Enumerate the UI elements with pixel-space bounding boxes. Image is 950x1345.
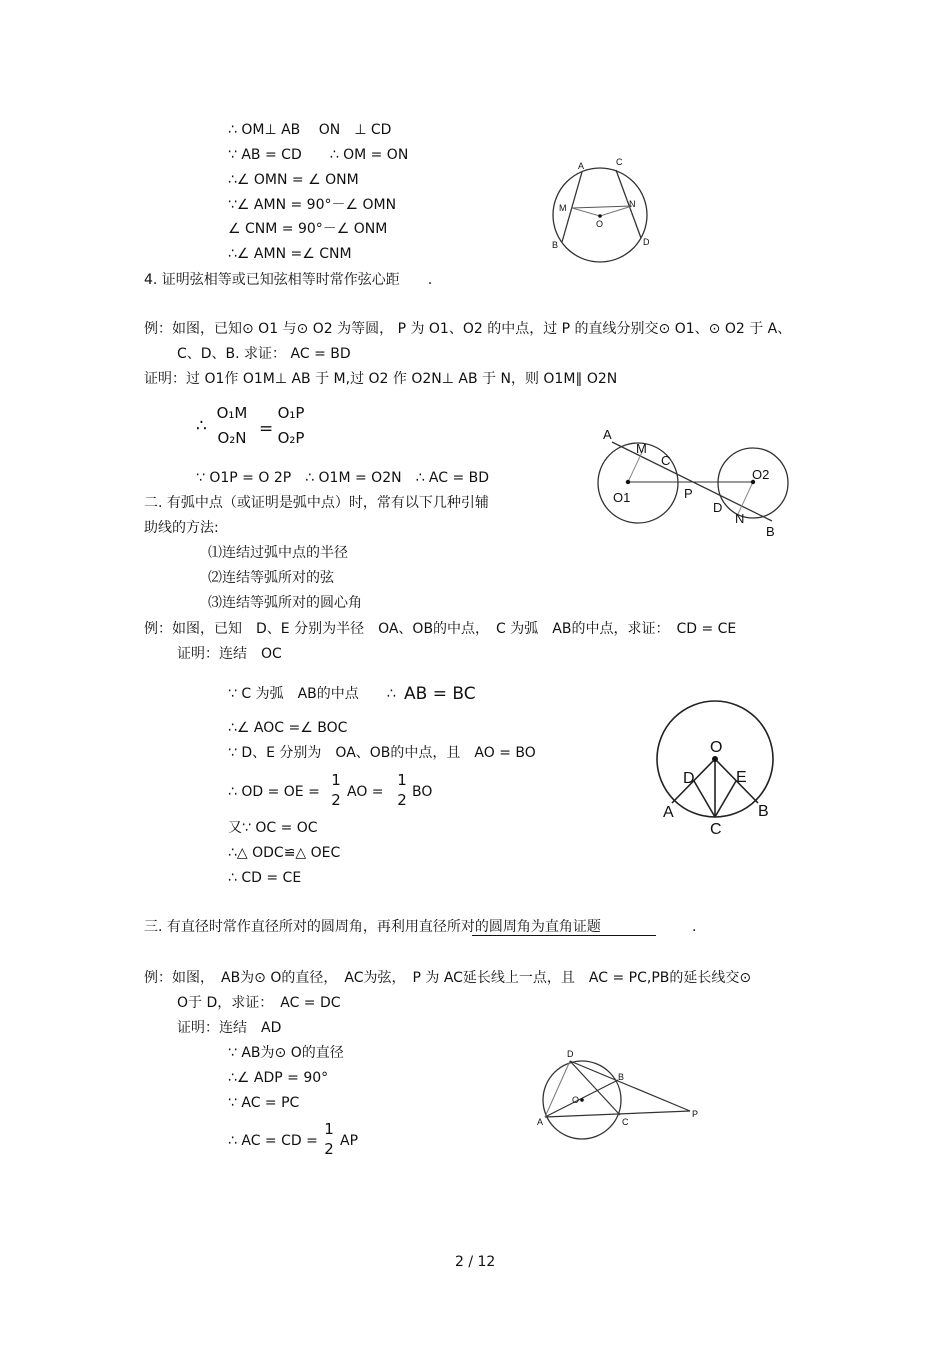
label-e: E [736, 769, 747, 786]
proof-text: 证明：连结 OC [177, 646, 282, 662]
proof-line: ∵ AB = CD ∴ OM = ON [228, 147, 409, 163]
label-b: B [758, 803, 769, 820]
method-item: ⑴连结过弧中点的半径 [208, 545, 348, 561]
label-o: O [596, 219, 604, 229]
label-p: P [684, 486, 693, 501]
ratio-right-num: O₁P [277, 404, 305, 422]
proof-line: ∴ OM⊥ AB ON ⊥ CD [228, 122, 392, 138]
proof-text: 证明：连结 AD [177, 1020, 282, 1036]
section-heading: 二. 有弧中点（或证明是弧中点）时，常有以下几种引辅 [144, 495, 489, 511]
label-o2: O2 [752, 467, 770, 482]
label-a: A [663, 804, 674, 821]
ratio-left-den: O₂N [217, 429, 247, 447]
sector-figure [650, 695, 785, 840]
label-m: M [559, 203, 567, 213]
proof-line: ∴∠ AMN =∠ CNM [228, 246, 352, 262]
proof-line: ∴∠ OMN = ∠ ONM [228, 172, 359, 188]
label-b: B [766, 524, 775, 539]
diameter-figure [530, 1045, 710, 1145]
proof-line: AO = [347, 784, 384, 800]
proof-conclusion: ∵ O1P = O 2P ∴ O1M = O2N ∴ AC = BD [196, 470, 490, 486]
label-d: D [713, 500, 723, 515]
ratio-left [212, 404, 252, 447]
arc-equation: AB = BC [404, 684, 476, 704]
example-text: 例：如图， AB为⊙ O的直径， AC为弦， P 为 AC延长线上一点，且 AC = PC,PB的延长线交⊙ [144, 970, 752, 986]
label-c: C [616, 157, 623, 167]
section-heading: 助线的方法: [144, 520, 219, 536]
proof-line: ∵∠ AMN = 90°－∠ OMN [228, 197, 397, 213]
ratio-left-num: O₁M [216, 404, 248, 422]
equals-sign: = [259, 419, 274, 439]
label-c: C [622, 1117, 629, 1127]
label-o1: O1 [613, 490, 631, 505]
circle-chords-figure [540, 150, 670, 270]
proof-line: ∴△ ODC≌△ OEC [228, 845, 341, 861]
ratio-right [272, 404, 310, 447]
proof-line: BO [412, 784, 433, 800]
label-d: D [643, 237, 650, 247]
proof-line: ∴ OD = OE = [228, 784, 320, 800]
label-c: C [710, 821, 722, 838]
proof-text: 证明：过 O1作 O1M⊥ AB 于 M,过 O2 作 O2N⊥ AB 于 N，则 O1M∥ O2N [144, 371, 618, 387]
proof-line: ∴ CD = CE [228, 870, 302, 886]
method-item: ⑵连结等弧所对的弦 [208, 570, 334, 586]
half-fraction: 1 2 [397, 771, 407, 809]
heading-period: . [692, 919, 697, 935]
proof-line: ∵ D、E 分别为 OA、OB的中点，且 AO = BO [228, 745, 536, 761]
label-b: B [552, 240, 559, 250]
proof-line: ∵ C 为弧 AB的中点 ∴ [228, 686, 396, 702]
label-a: A [537, 1117, 544, 1127]
label-d: D [683, 770, 695, 787]
example-text: O于 D，求证： AC = DC [177, 995, 341, 1011]
therefore-symbol: ∴ [196, 416, 207, 436]
label-n: N [629, 199, 636, 209]
proof-line: 又∵ OC = OC [228, 820, 318, 836]
label-n: N [735, 511, 745, 526]
proof-line: AP [340, 1133, 359, 1149]
half-fraction: 1 2 [331, 771, 341, 809]
label-p: P [692, 1109, 699, 1119]
proof-line: ∵ AB为⊙ O的直径 [228, 1045, 344, 1061]
proof-line: ∠ CNM = 90°－∠ ONM [228, 221, 388, 237]
label-a: A [578, 161, 585, 171]
label-a: A [603, 427, 612, 442]
two-circles-figure [590, 425, 800, 545]
proof-line: ∴ AC = CD = [228, 1133, 318, 1149]
label-o: O [572, 1095, 580, 1105]
label-d: D [567, 1049, 574, 1059]
example-text: C、D、B. 求证： AC = BD [177, 346, 351, 362]
label-m: M [636, 441, 647, 456]
section-heading: 4. 证明弦相等或已知弦相等时常作弦心距 . [144, 272, 433, 288]
proof-line: ∴∠ AOC =∠ BOC [228, 720, 348, 736]
proof-line: ∴∠ ADP = 90° [228, 1070, 329, 1086]
proof-line: ∵ AC = PC [228, 1095, 300, 1111]
label-b: B [618, 1072, 625, 1082]
label-c: C [661, 453, 671, 468]
half-fraction: 1 2 [324, 1120, 334, 1158]
ratio-right-den: O₂P [277, 429, 305, 447]
page-number: 2 / 12 [455, 1254, 496, 1270]
example-text: 例：如图，已知 D、E 分别为半径 OA、OB的中点， C 为弧 AB的中点，求证： CD = CE [144, 621, 737, 637]
heading-underline [472, 935, 656, 936]
example-text: 例：如图，已知⊙ O1 与⊙ O2 为等圆， P 为 O1、O2 的中点，过 P 的直线分别交⊙ O1、⊙ O2 于 A、 [144, 321, 792, 337]
method-item: ⑶连结等弧所对的圆心角 [208, 595, 362, 611]
label-o: O [710, 739, 723, 756]
section-heading: 三. 有直径时常作直径所对的圆周角，再利用直径所对的圆周角为直角证题 [144, 919, 601, 935]
